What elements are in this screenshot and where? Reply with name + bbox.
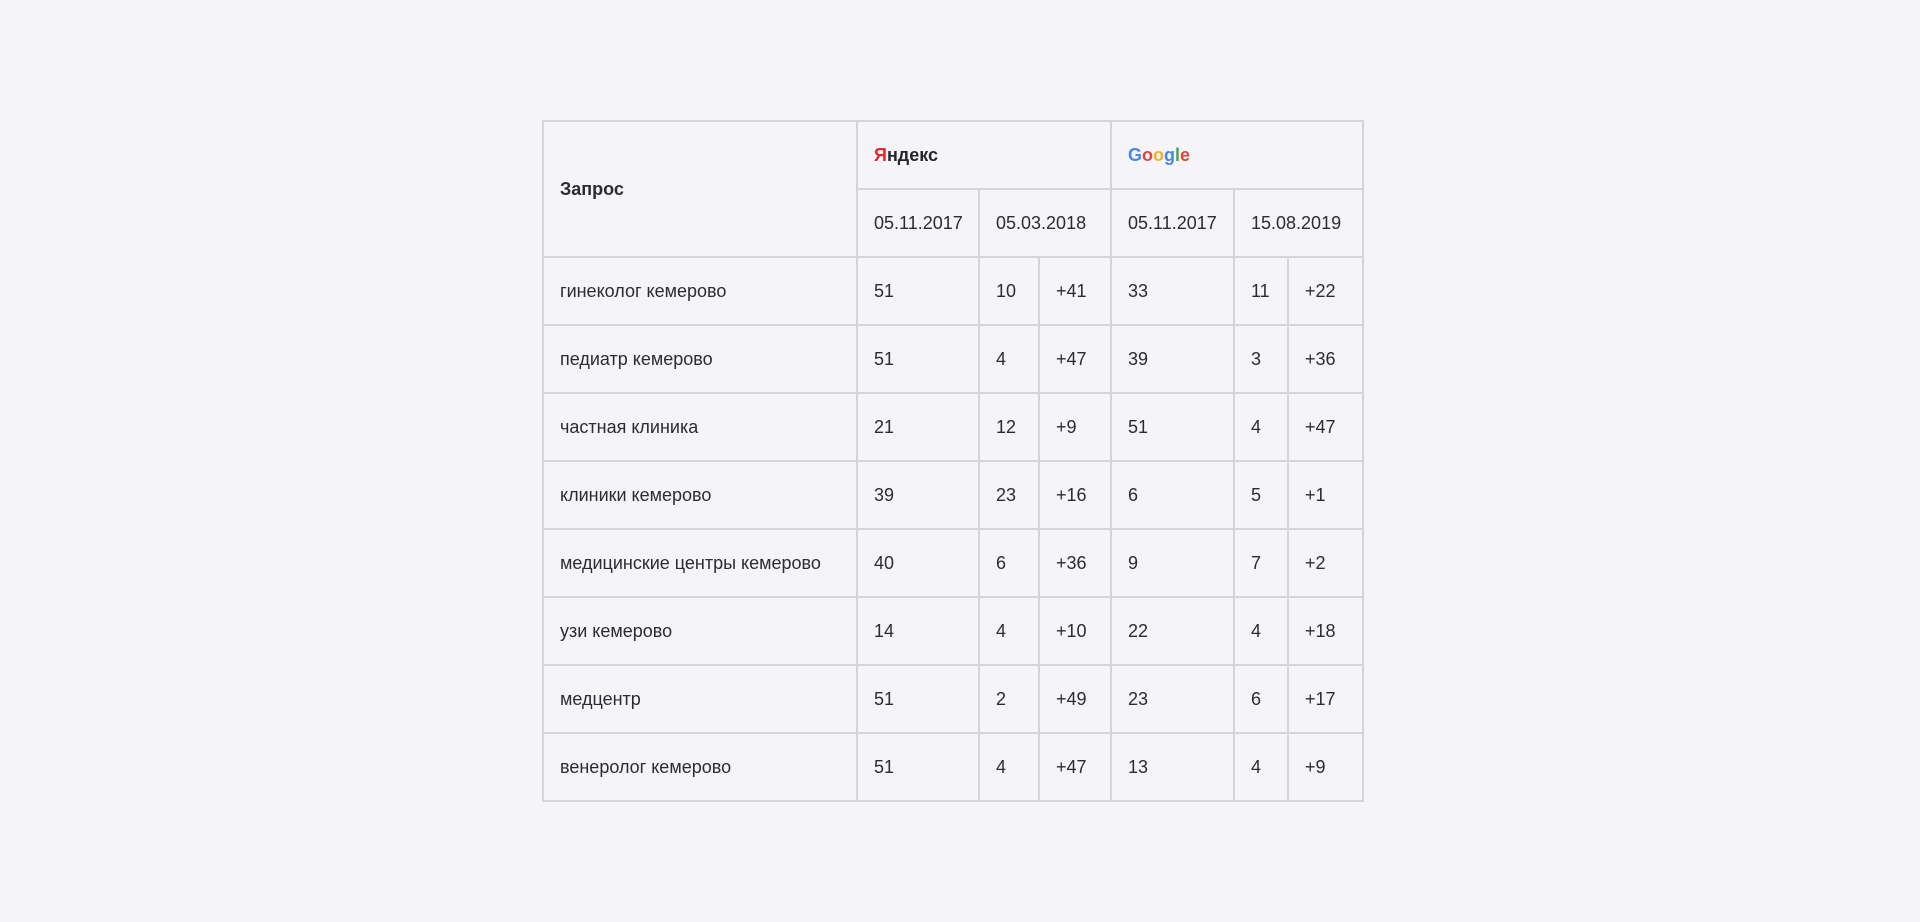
table-row [543, 325, 1363, 393]
yandex-pos-1: 51 [857, 257, 979, 325]
google-pos-2: 4 [1234, 597, 1288, 665]
google-pos-1: 51 [1111, 393, 1234, 461]
yandex-delta: +47 [1039, 325, 1111, 393]
google-pos-1: 39 [1111, 325, 1234, 393]
google-pos-1: 23 [1111, 665, 1234, 733]
google-pos-2: 6 [1234, 665, 1288, 733]
table-row [543, 529, 1363, 597]
table-row [543, 665, 1363, 733]
table-body [543, 257, 1363, 801]
yandex-pos-1: 51 [857, 325, 979, 393]
google-pos-2: 4 [1234, 733, 1288, 801]
yandex-delta: +36 [1039, 529, 1111, 597]
query-cell: узи кемерово [543, 597, 857, 665]
google-delta: +2 [1288, 529, 1363, 597]
yandex-pos-2: 4 [979, 733, 1039, 801]
google-delta: +47 [1288, 393, 1363, 461]
yandex-pos-1: 21 [857, 393, 979, 461]
yandex-pos-1: 51 [857, 665, 979, 733]
query-cell: медицинские центры кемерово [543, 529, 857, 597]
query-cell: венеролог кемерово [543, 733, 857, 801]
google-date-1: 05.11.2017 [1111, 189, 1234, 257]
query-cell: частная клиника [543, 393, 857, 461]
google-delta: +36 [1288, 325, 1363, 393]
query-cell: педиатр кемерово [543, 325, 857, 393]
yandex-pos-2: 4 [979, 325, 1039, 393]
yandex-date-2: 05.03.2018 [979, 189, 1111, 257]
yandex-delta: +9 [1039, 393, 1111, 461]
yandex-pos-2: 12 [979, 393, 1039, 461]
yandex-delta: +16 [1039, 461, 1111, 529]
query-column-header: Запрос [543, 121, 857, 257]
query-cell: клиники кемерово [543, 461, 857, 529]
yandex-pos-2: 2 [979, 665, 1039, 733]
yandex-pos-1: 14 [857, 597, 979, 665]
yandex-delta: +41 [1039, 257, 1111, 325]
google-pos-2: 11 [1234, 257, 1288, 325]
google-date-2: 15.08.2019 [1234, 189, 1363, 257]
google-pos-2: 3 [1234, 325, 1288, 393]
google-pos-1: 22 [1111, 597, 1234, 665]
yandex-delta: +10 [1039, 597, 1111, 665]
yandex-pos-1: 39 [857, 461, 979, 529]
query-cell: медцентр [543, 665, 857, 733]
google-delta: +1 [1288, 461, 1363, 529]
table-row [543, 597, 1363, 665]
header-row-engines [543, 121, 1363, 189]
table-row [543, 257, 1363, 325]
google-pos-2: 5 [1234, 461, 1288, 529]
yandex-delta: +47 [1039, 733, 1111, 801]
rankings-table [542, 120, 1364, 802]
google-pos-2: 4 [1234, 393, 1288, 461]
yandex-pos-2: 10 [979, 257, 1039, 325]
yandex-pos-1: 51 [857, 733, 979, 801]
query-cell: гинеколог кемерово [543, 257, 857, 325]
google-pos-2: 7 [1234, 529, 1288, 597]
yandex-pos-2: 6 [979, 529, 1039, 597]
table-row [543, 461, 1363, 529]
google-delta: +9 [1288, 733, 1363, 801]
yandex-logo: Яндекс [857, 121, 1111, 189]
google-pos-1: 13 [1111, 733, 1234, 801]
yandex-pos-1: 40 [857, 529, 979, 597]
google-pos-1: 33 [1111, 257, 1234, 325]
google-delta: +17 [1288, 665, 1363, 733]
google-pos-1: 6 [1111, 461, 1234, 529]
yandex-delta: +49 [1039, 665, 1111, 733]
table-row [543, 733, 1363, 801]
table-row [543, 393, 1363, 461]
yandex-date-1: 05.11.2017 [857, 189, 979, 257]
google-delta: +18 [1288, 597, 1363, 665]
yandex-pos-2: 4 [979, 597, 1039, 665]
google-logo: Google [1111, 121, 1363, 189]
yandex-pos-2: 23 [979, 461, 1039, 529]
google-pos-1: 9 [1111, 529, 1234, 597]
google-delta: +22 [1288, 257, 1363, 325]
